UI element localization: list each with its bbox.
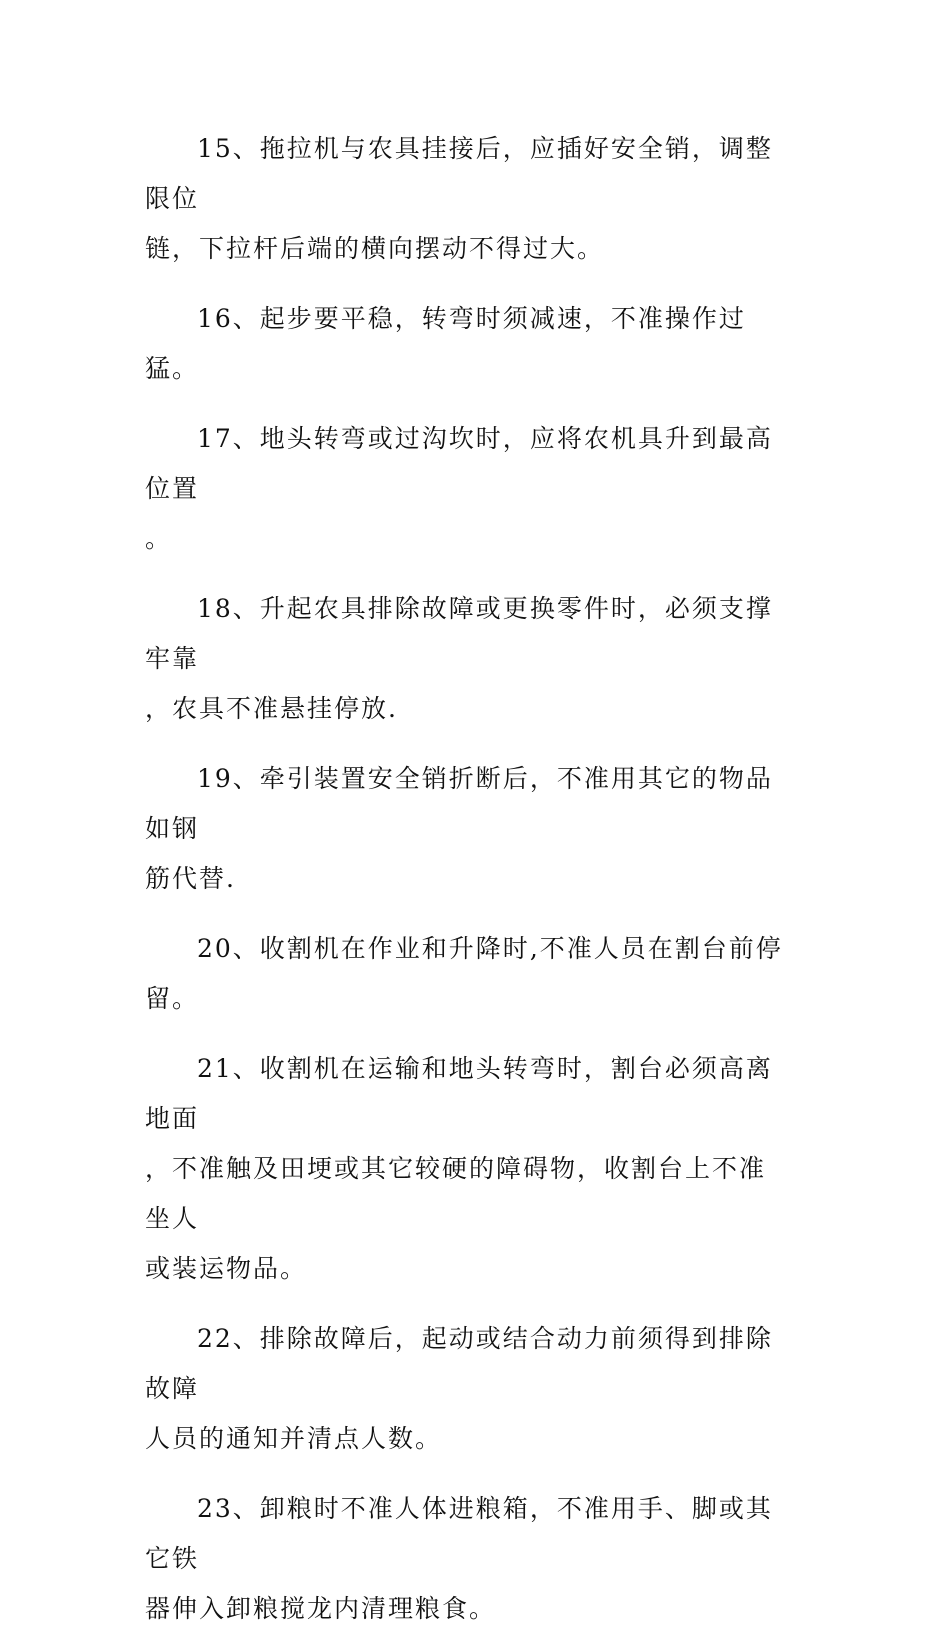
document-body	[145, 124, 785, 1634]
paragraph-21: 21、收割机在运输和地头转弯时，割台必须高离地面 ，不准触及田埂或其它较硬的障碍物，收割台上不准坐人 或装运物品。	[145, 1054, 773, 1283]
paragraph-20: 20、收割机在作业和升降时,不准人员在割台前停留。	[145, 934, 783, 1013]
paragraph-15: 15、拖拉机与农具挂接后，应插好安全销，调整限位 链，下拉杆后端的横向摆动不得过大。	[145, 134, 773, 263]
paragraph-23: 23、卸粮时不准人体进粮箱，不准用手、脚或其它铁 器伸入卸粮搅龙内清理粮食。	[145, 1494, 773, 1623]
paragraph-18: 18、升起农具排除故障或更换零件时，必须支撑牢靠 ，农具不准悬挂停放.	[145, 594, 773, 723]
paragraph-17: 17、地头转弯或过沟坎时，应将农机具升到最高位置 。	[145, 424, 773, 553]
paragraph-19: 19、牵引装置安全销折断后，不准用其它的物品如钢 筋代替.	[145, 764, 773, 893]
paragraph-16: 16、起步要平稳，转弯时须减速，不准操作过猛。	[145, 304, 746, 383]
paragraph-22: 22、排除故障后，起动或结合动力前须得到排除故障 人员的通知并清点人数。	[145, 1324, 773, 1453]
